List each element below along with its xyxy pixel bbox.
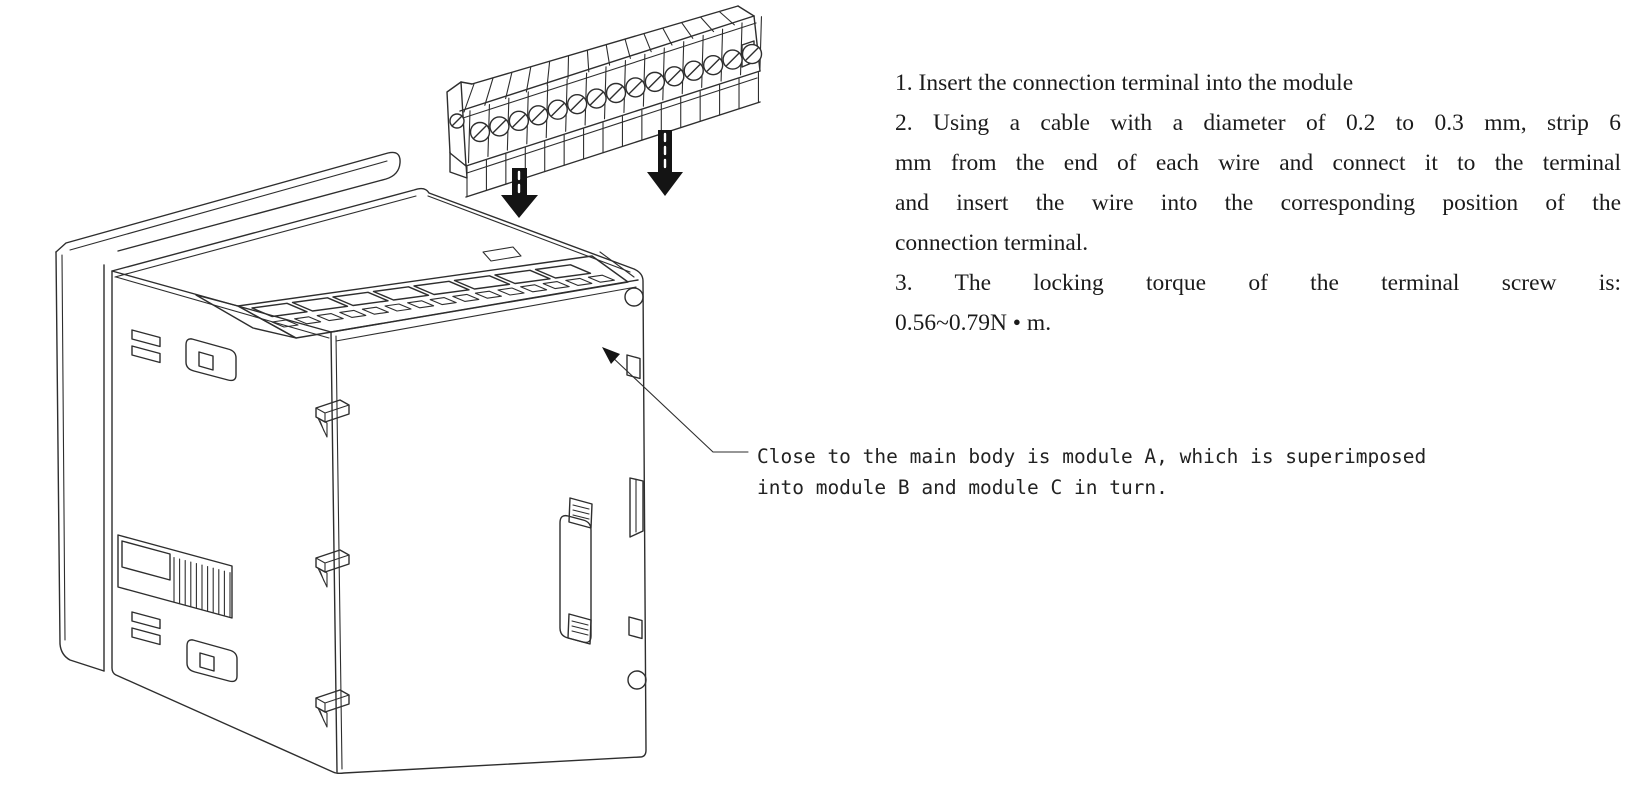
connection-terminal-block xyxy=(447,6,762,197)
instruction-step-1: 1. Insert the connection terminal into the module xyxy=(895,70,1354,96)
terminal-pin-sockets xyxy=(272,275,614,327)
module-body xyxy=(56,152,646,773)
instruction-step-2-line-3: and insert the wire into the corresponding position of the xyxy=(895,190,1621,216)
instruction-step-3-line-2: 0.56~0.79N • m. xyxy=(895,310,1052,336)
module-stacking-note-line-2: into module B and module C in turn. xyxy=(757,476,1168,499)
instruction-step-2-line-1: 2. Using a cable with a diameter of 0.2 to 0.3 mm, strip 6 xyxy=(895,110,1621,136)
instruction-step-3-line-1: 3. The locking torque of the terminal screw is: xyxy=(895,270,1621,296)
callout-leader-line xyxy=(602,347,748,452)
vent-grille xyxy=(174,558,230,617)
insert-direction-arrow-right xyxy=(647,130,683,196)
installation-instructions xyxy=(895,63,1621,343)
top-socket-recess xyxy=(196,247,634,338)
side-face-details xyxy=(118,330,237,681)
module-stacking-note-line-1: Close to the main body is module A, which is superimposed xyxy=(757,445,1427,468)
instruction-step-2-line-4: connection terminal. xyxy=(895,230,1089,256)
instruction-step-2-line-2: mm from the end of each wire and connect it to the terminal xyxy=(895,150,1621,176)
module-stacking-note xyxy=(757,441,1426,503)
